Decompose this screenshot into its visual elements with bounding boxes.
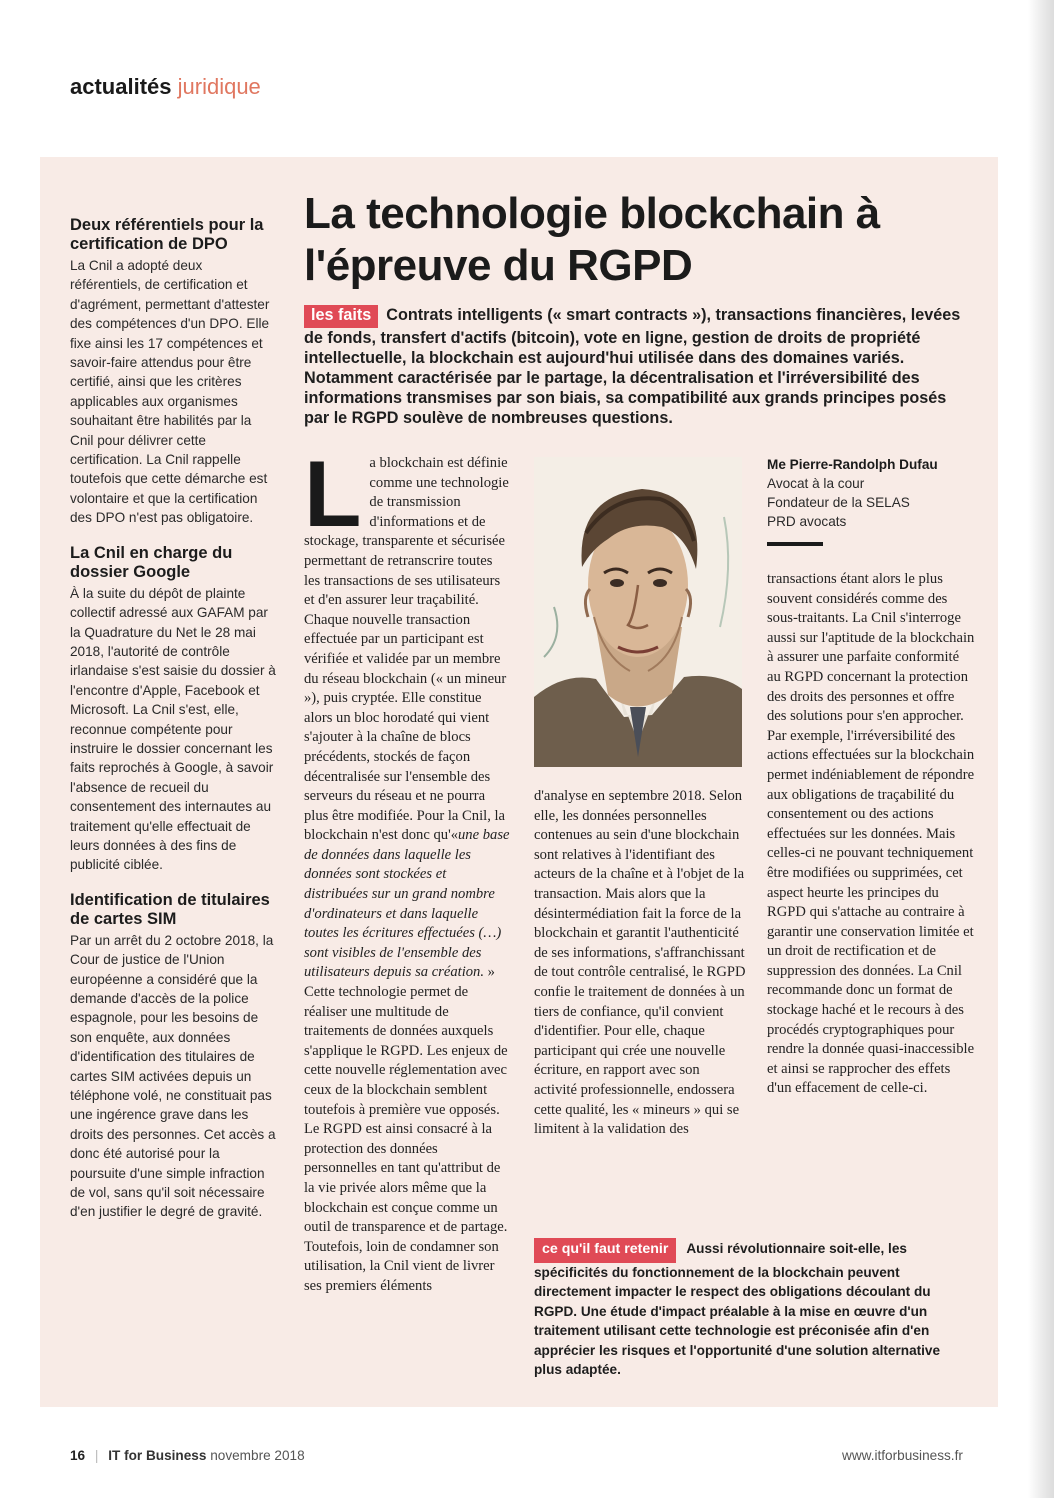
article-paragraph: d'analyse en septembre 2018. Selon elle, les données personnelles contenues au sein d'une blockchain sont relatives à l'identifiant des acteurs de la chaîne et à l'objet de la transaction. Mais alors que la désintermédiation fait la force de la blockchain et garantit l'authenticité de ses informations, s'affranchissant de tout contrôle centralisé, le RGPD confie le traitement de données à un tiers de confiance, qu'il convient d'identifier. Pour elle, chaque participant qui crée une nouvelle écriture, en rapport avec son activité professionnelle, endossera cette qualité, les « mineurs » qui se limitent à la validation des [534, 788, 746, 1138]
drop-cap: L [304, 441, 362, 546]
sidebar-item [70, 216, 276, 528]
author-byline [767, 455, 977, 546]
sidebar-item-body: Par un arrêt du 2 octobre 2018, la Cour de justice de l'Union européenne a considéré que la demande d'accès de la police espagnole, pour les besoins de son enquête, aux données d'identification des titulaires de cartes SIM activées depuis un téléphone volé, ne constituait pas une ingérence grave dans les droits des personnes. Cet accès a donc été autorisé pour la poursuite d'une simple infraction de vol, sans qu'il soit nécessaire d'en justifier le degré de gravité. [70, 932, 276, 1220]
section-label: actualités [70, 74, 172, 99]
article-headline: La technologie blockchain à l'épreuve du RGPD [304, 189, 880, 290]
issue-date: novembre 2018 [210, 1448, 305, 1463]
author-name: Me Pierre-Randolph Dufau [767, 457, 938, 472]
article-paragraph [304, 441, 512, 1297]
magazine-name: IT for Business [108, 1448, 207, 1463]
facts-tag: les faits [304, 305, 378, 328]
sidebar-item-body: La Cnil a adopté deux référentiels, de certification et d'agrément, permettant d'attester des compétences d'un DPO. Elle fixe ainsi les 17 compétences et savoir-faire attendus pour être certifié, ainsi que les critères applicables aux organismes souhaitant être habilités par la Cnil pour délivrer cette certification. La Cnil rappelle toutefois que cette démarche est volontaire et que la certification des DPO n'est pas obligatoire. [70, 258, 270, 526]
article-text: » Cette technologie permet de réaliser une multitude de traitements de données auxquels s'applique le RGPD. Les enjeux de cette nouvelle réglementation avec ceux de la blockchain semblent toutefois à première vue opposés. Le RGPD est ainsi consacré à la protection des données personnelles en tant qu'attribut de la vie privée alors même que la blockchain est conçue comme un outil de transparence et de partage. Toutefois, loin de condamner son utilisation, la Cnil vient de livrer ses premiers éléments [304, 964, 508, 1294]
footer-separator: | [94, 1448, 99, 1463]
facts-intro [304, 305, 969, 428]
sidebar-item [70, 891, 276, 1222]
footer-url: www.itforbusiness.fr [842, 1448, 963, 1463]
page-number: 16 [70, 1448, 86, 1463]
section-sublabel: juridique [177, 74, 261, 99]
author-title: Avocat à la cour [767, 476, 865, 491]
article-paragraph: transactions étant alors le plus souvent considérés comme des sous-traitants. La Cnil s'interroge aussi sur l'aptitude de la blockchain à assurer une parfaite conformité au RGPD concernant la protection des droits des personnes et offre des solutions pour s'en approcher. Par exemple, l'irréversibilité des actions effectuées sur la blockchain permet indéniablement de répondre aux obligations de traçabilité du consentement ou des actions effectuées sur les données. Mais celles-ci ne pouvant techniquement être modifiées ou supprimées, cet aspect heurte les principes du RGPD qui s'attache au contraire à garantir une conservation limitée et un droit de rectification et de suppression des données. La Cnil recommande donc un format de stockage haché et le recours à des procédés cryptographiques pour rendre la donnée quasi-inaccessible et ainsi se rapprocher des effets d'un effacement de celle-ci. [767, 571, 975, 1097]
news-sidebar [70, 216, 276, 1238]
page-edge-shadow [1028, 0, 1054, 1498]
sidebar-item-body: À la suite du dépôt de plainte collectif adressé aux GAFAM par la Quadrature du Net le 28 mai 2018, l'autorité de contrôle irlandaise s'est saisie du dossier à l'encontre d'Apple, Facebook et Microsoft. La Cnil s'est, elle, reconnue compétente pour instruire le dossier concernant les faits reprochés à Google, à savoir l'absence de recueil du consentement des internautes au traitement qu'elle effectuait de leurs données à des fins de publicité ciblée. [70, 585, 276, 873]
article-column-2 [534, 787, 746, 1140]
key-takeaway-box [534, 1238, 964, 1379]
author-role: Fondateur de la SELAS [767, 495, 910, 510]
article-column-3 [767, 570, 975, 1099]
author-divider [767, 542, 823, 546]
article-text: a blockchain est définie comme une technologie de transmission d'informations et de stockage, transparente et sécurisée permettant de retranscrire toutes les transactions de ses utilisateurs et d'en assurer leur traçabilité. Chaque nouvelle transaction effectuée par un participant est vérifiée et validée par un membre du réseau blockchain (« un mineur »), puis cryptée. Elle constitue alors un bloc horodaté qui vient s'ajouter à la chaîne de blocs précédents, stockés de façon décentralisée sur l'ensemble des serveurs du réseau et ne pourra plus être modifiée. Pour la Cnil, la blockchain n'est donc qu'« [304, 455, 509, 844]
facts-text: Contrats intelligents (« smart contracts »), transactions financières, levées de fonds, transfert d'actifs (bitcoin), vote en ligne, gestion de droits de propriété intellectuelle, la blockchain est aujourd'hui utilisée dans des domaines variés. Notamment caractérisée par le partage, la décentralisation et l'irréversibilité des informations transmises par son biais, sa compatibilité aux grands principes posés par le RGPD soulève de nombreuses questions. [304, 306, 961, 427]
author-firm: PRD avocats [767, 514, 847, 529]
sidebar-item [70, 544, 276, 875]
sidebar-item-title: Identification de titulaires de cartes SIM [70, 890, 270, 928]
sidebar-item-title: Deux référentiels pour la certification de DPO [70, 216, 264, 253]
takeaway-text: Aussi révolutionnaire soit-elle, les spécificités du fonctionnement de la blockchain peuvent directement impacter le respect des obligations découlant du RGPD. Une étude d'impact préalable à la mise en œuvre d'un traitement utilisant cette technologie est préconisée afin d'en apprécier les risques et l'opportunité d'une solution alternative plus adaptée. [534, 1241, 941, 1378]
page-footer [70, 1448, 305, 1463]
cnil-quote: une base de données dans laquelle les données sont stockées et distribuées sur un grand nombre d'ordinateurs et dans laquelle toutes les écritures effectuées (…) sont visibles de l'ensemble des utilisateurs depuis sa création. [304, 827, 510, 981]
author-portrait [534, 457, 742, 767]
section-header [70, 74, 261, 100]
portrait-illustration [534, 457, 742, 767]
sidebar-item-title: La Cnil en charge du dossier Google [70, 543, 233, 581]
article-column-1 [304, 441, 512, 1297]
takeaway-tag: ce qu'il faut retenir [534, 1238, 676, 1263]
